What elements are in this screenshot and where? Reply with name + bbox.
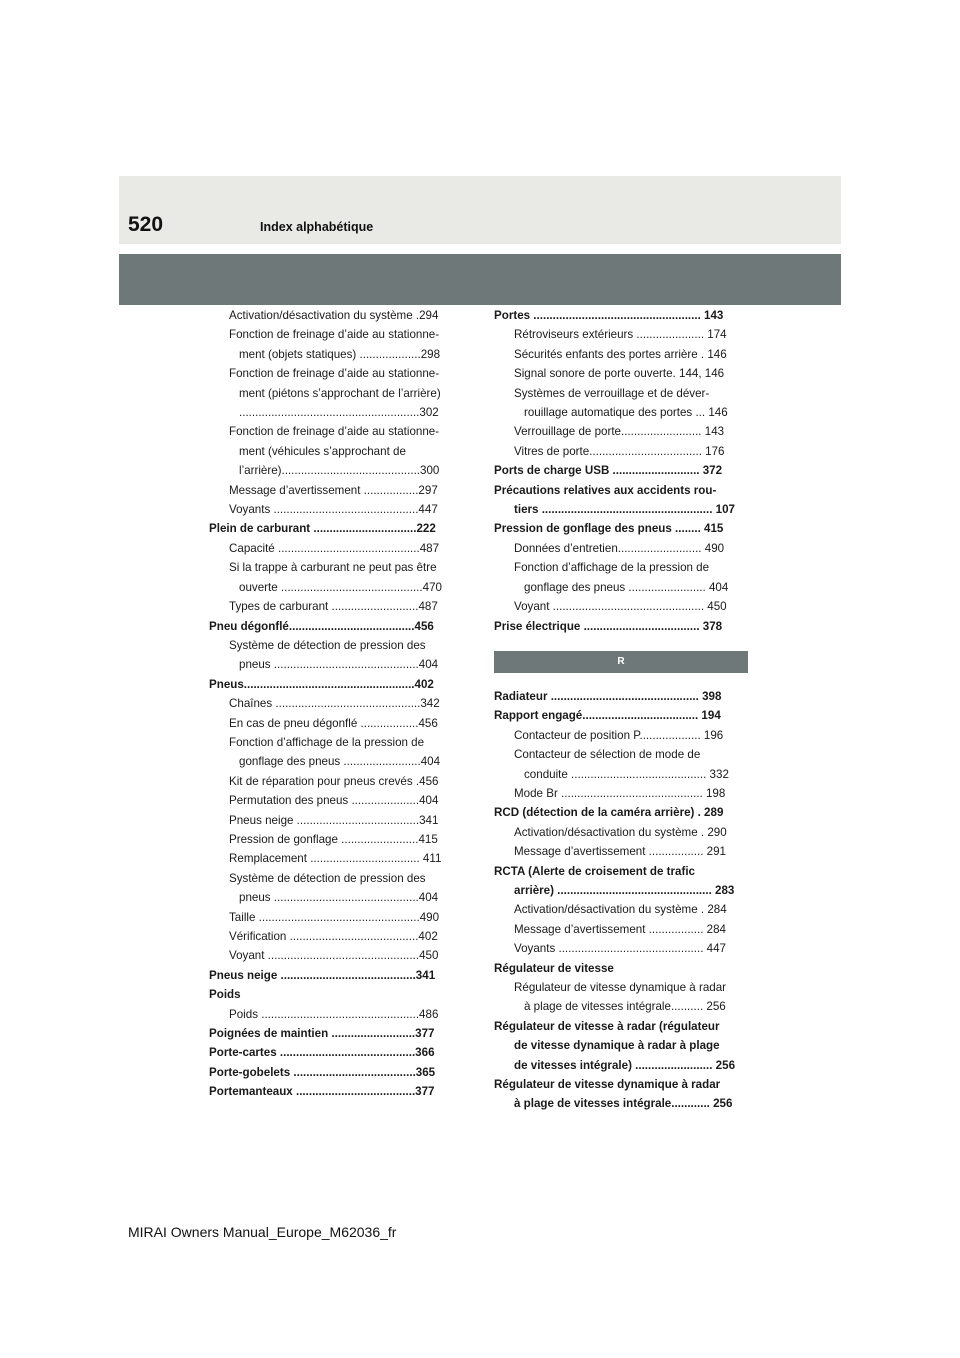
index-entry: Mode Br ............................................ 198 <box>514 786 726 800</box>
index-entry: Poids <box>209 988 241 1002</box>
index-entry: Données d’entretien.......................... 490 <box>514 541 725 555</box>
section-banner <box>119 254 841 305</box>
index-list-r <box>494 687 748 1114</box>
index-entry: ........................................................302 <box>239 406 439 420</box>
index-entry: Prise électrique .................................... 378 <box>494 619 723 633</box>
index-entry: Chaînes .............................................342 <box>229 697 440 711</box>
index-entry: Pression de gonflage ........................415 <box>229 832 438 846</box>
index-entry: Système de détection de pression des <box>229 871 426 885</box>
index-entry: Régulateur de vitesse dynamique à radar <box>514 981 727 994</box>
index-entry: Fonction d’affichage de la pression de <box>229 735 425 749</box>
index-entry: Signal sonore de porte ouverte. 144, 146 <box>514 367 725 381</box>
index-entry: Systèmes de verrouillage et de déver- <box>514 386 710 400</box>
index-entry: Vérification ........................................402 <box>229 930 438 943</box>
page-number: 520 <box>128 213 164 236</box>
index-entry: Fonction de freinage d’aide au stationne- <box>229 367 440 381</box>
index-entry: Porte-gobelets ......................................365 <box>209 1065 436 1079</box>
index-entry: pneus .............................................404 <box>239 891 439 905</box>
index-entry: Fonction de freinage d’aide au stationne- <box>229 328 440 342</box>
page-title: Index alphabétique <box>260 220 374 234</box>
index-entry: gonflage des pneus ........................404 <box>239 755 441 769</box>
index-entry: rouillage automatique des portes ... 146 <box>524 406 728 420</box>
index-entry: Voyants .............................................447 <box>229 503 438 517</box>
index-entry: Rapport engagé.................................... 194 <box>494 709 721 723</box>
index-entry: Si la trappe à carburant ne peut pas être <box>229 561 437 575</box>
index-entry: Rétroviseurs extérieurs ..................... 174 <box>514 328 727 342</box>
index-entry: Pression de gonflage des pneus ........ 415 <box>494 522 724 536</box>
index-entry: conduite .......................................... 332 <box>524 767 729 781</box>
section-letter-r: R <box>494 651 748 673</box>
index-entry: Capacité ............................................487 <box>229 541 440 555</box>
index-entry: gonflage des pneus ........................ 404 <box>524 580 729 594</box>
index-entry: Système de détection de pression des <box>229 638 426 652</box>
index-entry: Contacteur de sélection de mode de <box>514 748 701 762</box>
index-entry: Voyant ...............................................450 <box>229 949 439 963</box>
index-entry: pneus .............................................404 <box>239 658 439 672</box>
index-entry: ment (piétons s’approchant de l’arrière) <box>239 386 441 400</box>
header-band <box>119 176 841 244</box>
index-entry: Contacteur de position P................... 196 <box>514 728 724 742</box>
index-entry: Taille ..................................................490 <box>229 910 440 924</box>
index-entry: Activation/désactivation du système .294 <box>229 309 439 322</box>
index-entry: ouverte ............................................470 <box>239 580 442 594</box>
index-entry: Fonction de freinage d’aide au stationne- <box>229 425 440 439</box>
index-entry: Activation/désactivation du système . 284 <box>514 903 727 917</box>
index-entry: Radiateur .............................................. 398 <box>494 689 722 703</box>
index-entry: Portemanteaux .....................................377 <box>209 1085 435 1099</box>
index-entry: Fonction d’affichage de la pression de <box>514 561 710 575</box>
index-entry: Pneus neige ..........................................341 <box>209 968 436 982</box>
index-entry: à plage de vitesses intégrale.......... 256 <box>524 1000 726 1014</box>
index-entry: Plein de carburant ................................222 <box>209 522 436 536</box>
index-entry: à plage de vitesses intégrale............ 256 <box>514 1097 733 1111</box>
index-entry: Régulateur de vitesse <box>494 961 614 975</box>
index-entry: Régulateur de vitesse dynamique à radar <box>494 1078 721 1092</box>
index-entry: tiers ..................................................... 107 <box>514 503 735 517</box>
index-entry: Poids .................................................486 <box>229 1007 439 1021</box>
index-entry: Poignées de maintien ..........................377 <box>209 1027 435 1041</box>
index-entry: Remplacement .................................. 411 <box>229 852 442 866</box>
index-entry: Porte-cartes ..........................................366 <box>209 1046 435 1060</box>
index-entry: Pneus.....................................................402 <box>209 677 434 691</box>
index-entry: l’arrière)...........................................300 <box>239 464 440 478</box>
index-entry: Message d’avertissement ................. 291 <box>514 845 726 859</box>
index-entry: de vitesse dynamique à radar à plage <box>514 1039 720 1053</box>
index-entry: Message d’avertissement .................297 <box>229 483 438 497</box>
index-entry: Sécurités enfants des portes arrière . 146 <box>514 347 727 361</box>
index-entry: RCD (détection de la caméra arrière) . 289 <box>494 806 724 820</box>
index-entry: ment (objets statiques) ...................298 <box>239 347 441 361</box>
index-column-left <box>209 306 463 1102</box>
index-entry: Voyants ............................................. 447 <box>514 942 726 956</box>
index-entry: En cas de pneu dégonflé ..................456 <box>229 716 438 730</box>
index-entry: Permutation des pneus .....................404 <box>229 794 439 808</box>
index-entry: Précautions relatives aux accidents rou- <box>494 483 717 497</box>
index-entry: Types de carburant ...........................487 <box>229 600 438 614</box>
index-entry: Ports de charge USB ........................... 372 <box>494 464 723 478</box>
index-entry: Verrouillage de porte......................... 143 <box>514 425 725 439</box>
index-column-right <box>494 306 748 1114</box>
index-entry: Vitres de porte................................... 176 <box>514 444 725 458</box>
index-entry: arrière) ................................................ 283 <box>514 883 735 897</box>
index-entry: ment (véhicules s’approchant de <box>239 444 406 458</box>
index-list-p <box>494 306 748 636</box>
footer-text: MIRAI Owners Manual_Europe_M62036_fr <box>128 1224 397 1240</box>
index-entry: Activation/désactivation du système . 290 <box>514 825 727 839</box>
index-entry: Portes .................................................... 143 <box>494 309 724 322</box>
index-entry: Kit de réparation pour pneus crevés .456 <box>229 774 439 788</box>
index-entry: de vitesses intégrale) ........................ 256 <box>514 1058 736 1072</box>
index-entry: Régulateur de vitesse à radar (régulateur <box>494 1019 720 1033</box>
index-entry: Pneus neige ......................................341 <box>229 813 439 827</box>
index-entry: Message d’avertissement ................. 284 <box>514 922 726 936</box>
index-entry: RCTA (Alerte de croisement de trafic <box>494 864 696 878</box>
index-entry: Pneu dégonflé.......................................456 <box>209 619 434 633</box>
index-entry: Voyant ............................................... 450 <box>514 600 727 614</box>
